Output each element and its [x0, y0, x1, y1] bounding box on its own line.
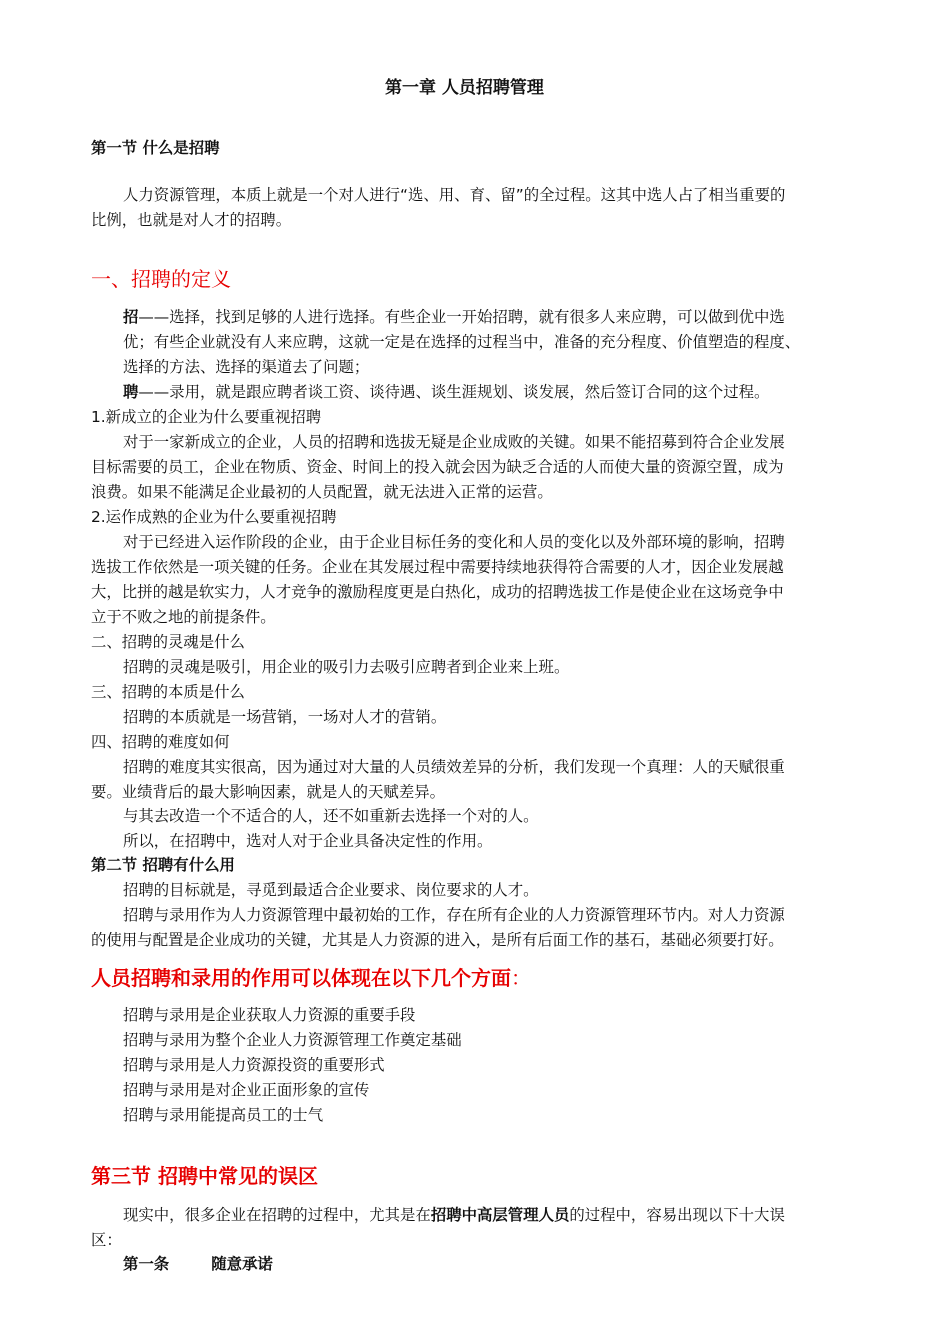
section1-title: 第一节 什么是招聘 — [91, 139, 220, 157]
q1-title: 1.新成立的企业为什么要重视招聘 — [91, 408, 322, 426]
q1-line2: 目标需要的员工，企业在物质、资金、时间上的投入就会因为缺乏合适的人而使大量的资源空置，成为 — [91, 458, 784, 476]
q2-title: 2.运作成熟的企业为什么要重视招聘 — [91, 508, 337, 526]
roles-item-1: 招聘与录用是企业获取人力资源的重要手段 — [123, 1006, 416, 1024]
article-1 — [123, 1254, 273, 1274]
definition-heading: 一、招聘的定义 — [91, 267, 231, 291]
chapter-title: 第一章 人员招聘管理 — [385, 78, 544, 98]
difficulty-line2: 要。业绩背后的最大影响因素，就是人的天赋差异。 — [91, 783, 445, 801]
section3-line1-a: 现实中，很多企业在招聘的过程中，尤其是在 — [123, 1206, 431, 1224]
roles-item-5: 招聘与录用能提高员工的士气 — [123, 1106, 324, 1124]
q1-line3: 浪费。如果不能满足企业最初的人员配置，就无法进入正常的运营。 — [91, 483, 553, 501]
section3-line1 — [123, 1205, 785, 1225]
roles-item-3: 招聘与录用是人力资源投资的重要形式 — [123, 1056, 385, 1074]
section3-line1-c: 的过程中，容易出现以下十大误 — [569, 1206, 785, 1224]
soul-title: 二、招聘的灵魂是什么 — [91, 633, 245, 651]
essence-title: 三、招聘的本质是什么 — [91, 683, 245, 701]
section2-line3: 的使用与配置是企业成功的关键，尤其是人力资源的进入，是所有后面工作的基石，基础必须要打好。 — [91, 931, 784, 949]
section1-intro-line2: 比例，也就是对人才的招聘。 — [91, 211, 292, 229]
soul-line1: 招聘的灵魂是吸引，用企业的吸引力去吸引应聘者到企业来上班。 — [123, 658, 570, 676]
section2-line1: 招聘的目标就是，寻觅到最适合企业要求、岗位要求的人才。 — [123, 881, 539, 899]
difficulty-line3: 与其去改造一个不适合的人，还不如重新去选择一个对的人。 — [123, 807, 539, 825]
section1-intro-line1: 人力资源管理，本质上就是一个对人进行“选、用、育、留”的全过程。这其中选人占了相当重要的 — [123, 186, 786, 204]
roles-item-4: 招聘与录用是对企业正面形象的宣传 — [123, 1081, 370, 1099]
q2-line4: 立于不败之地的前提条件。 — [91, 608, 276, 626]
section2-title: 第二节 招聘有什么用 — [91, 856, 235, 874]
difficulty-line4: 所以，在招聘中，选对人对于企业具备决定性的作用。 — [123, 832, 493, 850]
q2-line2: 选拔工作依然是一项关键的任务。企业在其发展过程中需要持续地获得符合需要的人才，因企业发展越 — [91, 558, 784, 576]
section3-line1-emphasis: 招聘中高层管理人员 — [430, 1206, 570, 1224]
q2-line3: 大，比拼的越是软实力，人才竞争的激励程度更是白热化，成功的招聘选拔工作是使企业在这场竞争中 — [91, 583, 784, 601]
roles-heading-colon: ： — [511, 966, 531, 990]
article-1-number: 第一条 — [123, 1255, 170, 1273]
pin-term: 聘 — [123, 383, 139, 401]
pin-text: ——录用，就是跟应聘者谈工资、谈待遇、谈生涯规划、谈发展，然后签订合同的这个过程。 — [138, 383, 770, 401]
zhao-line2: 优；有些企业就没有人来应聘，这就一定是在选择的过程当中，准备的充分程度、价值塑造的程度、 — [123, 333, 801, 351]
difficulty-title: 四、招聘的难度如何 — [91, 733, 230, 751]
pin-line1 — [123, 382, 769, 402]
difficulty-line1: 招聘的难度其实很高，因为通过对大量的人员绩效差异的分析，我们发现一个真理：人的天赋很重 — [123, 758, 785, 776]
zhao-text: ——选择，找到足够的人进行选择。有些企业一开始招聘，就有很多人来应聘，可以做到优中选 — [138, 308, 785, 326]
zhao-term: 招 — [123, 308, 139, 326]
roles-heading — [91, 965, 531, 991]
section2-line2: 招聘与录用作为人力资源管理中最初始的工作，存在所有企业的人力资源管理环节内。对人力资源 — [123, 906, 785, 924]
article-1-title: 随意承诺 — [211, 1255, 273, 1273]
section3-line2: 区： — [91, 1231, 122, 1249]
section3-title: 第三节 招聘中常见的误区 — [91, 1164, 318, 1188]
q1-line1: 对于一家新成立的企业，人员的招聘和选拔无疑是企业成败的关键。如果不能招募到符合企业发展 — [123, 433, 785, 451]
roles-item-2: 招聘与录用为整个企业人力资源管理工作奠定基础 — [123, 1031, 462, 1049]
q2-line1: 对于已经进入运作阶段的企业，由于企业目标任务的变化和人员的变化以及外部环境的影响，招聘 — [123, 533, 785, 551]
zhao-line3: 选择的方法、选择的渠道去了问题； — [123, 358, 370, 376]
essence-line1: 招聘的本质就是一场营销，一场对人才的营销。 — [123, 708, 447, 726]
zhao-line1 — [123, 307, 785, 327]
roles-heading-text: 人员招聘和录用的作用可以体现在以下几个方面 — [91, 966, 511, 990]
